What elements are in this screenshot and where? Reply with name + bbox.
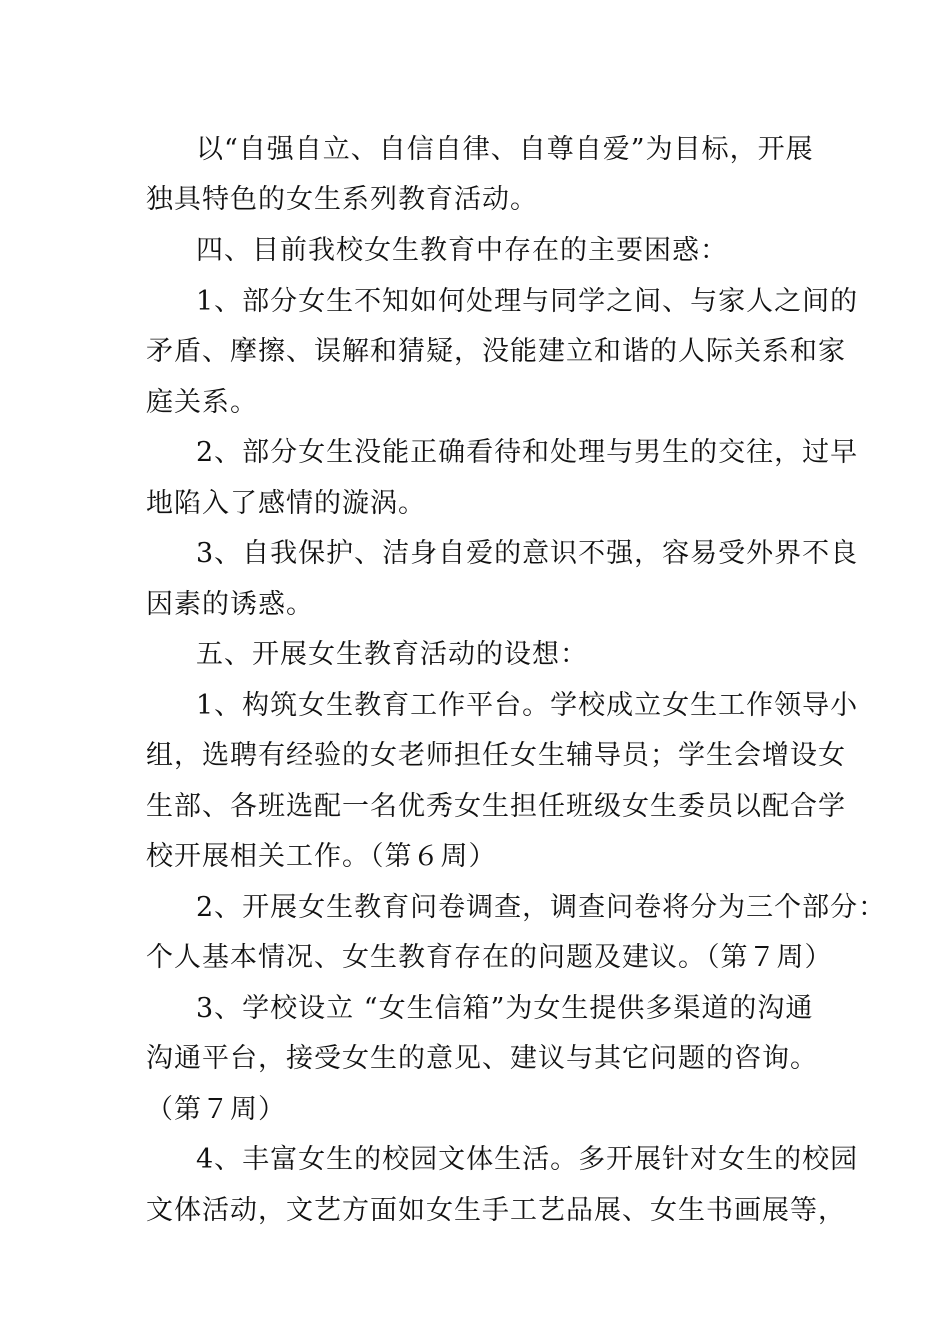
section-heading: 四、目前我校女生教育中存在的主要困惑： [196, 235, 728, 266]
text-line: 文体活动，文艺方面如女生手工艺品展、女生书画展等， [146, 1195, 846, 1226]
text-line: 1、构筑女生教育工作平台。学校成立女生工作领导小 [196, 690, 859, 721]
text-line: 组，选聘有经验的女老师担任女生辅导员；学生会增设女 [146, 740, 846, 771]
text-line: 4、丰富女生的校园文体生活。多开展针对女生的校园 [196, 1144, 859, 1175]
text-line: 3、学校设立 “女生信箱”为女生提供多渠道的沟通 [196, 993, 814, 1024]
text-line: 独具特色的女生系列教育活动。 [146, 184, 538, 215]
text-line: 3、自我保护、洁身自爱的意识不强，容易受外界不良 [196, 538, 859, 569]
text-line: 沟通平台，接受女生的意见、建议与其它问题的咨询。 [146, 1043, 818, 1074]
text-line: 1、部分女生不知如何处理与同学之间、与家人之间的 [196, 286, 859, 317]
text-line: 以“自强自立、自信自律、自尊自爱”为目标，开展 [196, 134, 814, 165]
text-line: 生部、各班选配一名优秀女生担任班级女生委员以配合学 [146, 791, 846, 822]
section-heading: 五、开展女生教育活动的设想： [196, 639, 588, 670]
text-line: 个人基本情况、女生教育存在的问题及建议。（第７周） [146, 942, 833, 973]
text-line: 2、部分女生没能正确看待和处理与男生的交往，过早 [196, 437, 859, 468]
text-line: 矛盾、摩擦、误解和猜疑，没能建立和谐的人际关系和家 [146, 336, 846, 367]
text-line: 庭关系。 [146, 387, 258, 418]
text-line: 校开展相关工作。（第６周） [146, 841, 497, 872]
text-line: （第７周） [146, 1094, 286, 1125]
text-line: 因素的诱惑。 [146, 589, 314, 620]
text-line: 地陷入了感情的漩涡。 [146, 488, 426, 519]
text-line: 2、开展女生教育问卷调查，调查问卷将分为三个部分： [196, 892, 887, 923]
